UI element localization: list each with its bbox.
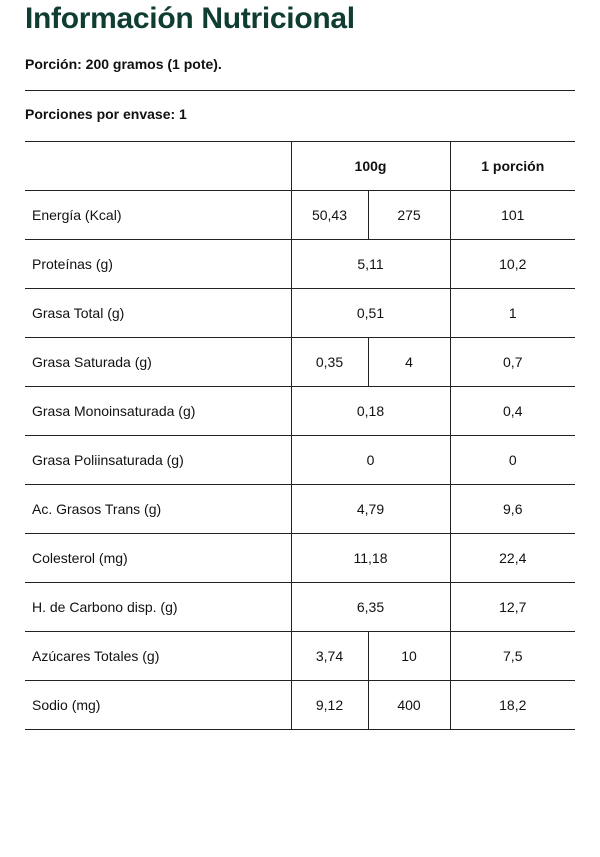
nutrient-label: Ac. Grasos Trans (g) (25, 485, 291, 534)
nutrient-label: Azúcares Totales (g) (25, 632, 291, 681)
value-per-100g: 3,74 (291, 632, 368, 681)
header-per-100g: 100g (291, 142, 450, 191)
table-row (25, 436, 575, 485)
table-row (25, 583, 575, 632)
table-header-row (25, 142, 575, 191)
value-per-portion: 0,4 (450, 387, 575, 436)
table-row (25, 387, 575, 436)
table-row (25, 240, 575, 289)
nutrition-table (25, 141, 575, 730)
value-per-portion: 12,7 (450, 583, 575, 632)
nutrient-label: Grasa Monoinsaturada (g) (25, 387, 291, 436)
table-row (25, 338, 575, 387)
value-secondary: 4 (368, 338, 450, 387)
value-per-100g: 0 (291, 436, 450, 485)
value-per-portion: 22,4 (450, 534, 575, 583)
table-row (25, 534, 575, 583)
value-per-portion: 0,7 (450, 338, 575, 387)
value-secondary: 10 (368, 632, 450, 681)
table-row (25, 191, 575, 240)
value-secondary: 275 (368, 191, 450, 240)
nutrient-label: Colesterol (mg) (25, 534, 291, 583)
nutrient-label: Grasa Saturada (g) (25, 338, 291, 387)
nutrient-label: Proteínas (g) (25, 240, 291, 289)
value-per-100g: 0,18 (291, 387, 450, 436)
nutrient-label: H. de Carbono disp. (g) (25, 583, 291, 632)
table-row (25, 632, 575, 681)
nutrient-label: Grasa Poliinsaturada (g) (25, 436, 291, 485)
value-per-100g: 6,35 (291, 583, 450, 632)
value-per-100g: 4,79 (291, 485, 450, 534)
servings-per-container: Porciones por envase: 1 (25, 106, 187, 122)
table-row (25, 681, 575, 730)
divider (25, 90, 575, 91)
table-row (25, 485, 575, 534)
value-per-100g: 11,18 (291, 534, 450, 583)
value-per-100g: 9,12 (291, 681, 368, 730)
page-title: Información Nutricional (25, 2, 355, 35)
nutrient-label: Energía (Kcal) (25, 191, 291, 240)
nutrient-label: Sodio (mg) (25, 681, 291, 730)
value-per-100g: 5,11 (291, 240, 450, 289)
value-per-portion: 9,6 (450, 485, 575, 534)
value-per-portion: 101 (450, 191, 575, 240)
table-row (25, 289, 575, 338)
value-secondary: 400 (368, 681, 450, 730)
nutrient-label: Grasa Total (g) (25, 289, 291, 338)
value-per-portion: 1 (450, 289, 575, 338)
portion-size: Porción: 200 gramos (1 pote). (25, 56, 222, 72)
header-per-portion: 1 porción (450, 142, 575, 191)
value-per-100g: 0,35 (291, 338, 368, 387)
value-per-portion: 10,2 (450, 240, 575, 289)
value-per-portion: 7,5 (450, 632, 575, 681)
value-per-100g: 50,43 (291, 191, 368, 240)
value-per-100g: 0,51 (291, 289, 450, 338)
header-empty-cell (25, 142, 291, 191)
value-per-portion: 18,2 (450, 681, 575, 730)
table-body (25, 191, 575, 730)
value-per-portion: 0 (450, 436, 575, 485)
